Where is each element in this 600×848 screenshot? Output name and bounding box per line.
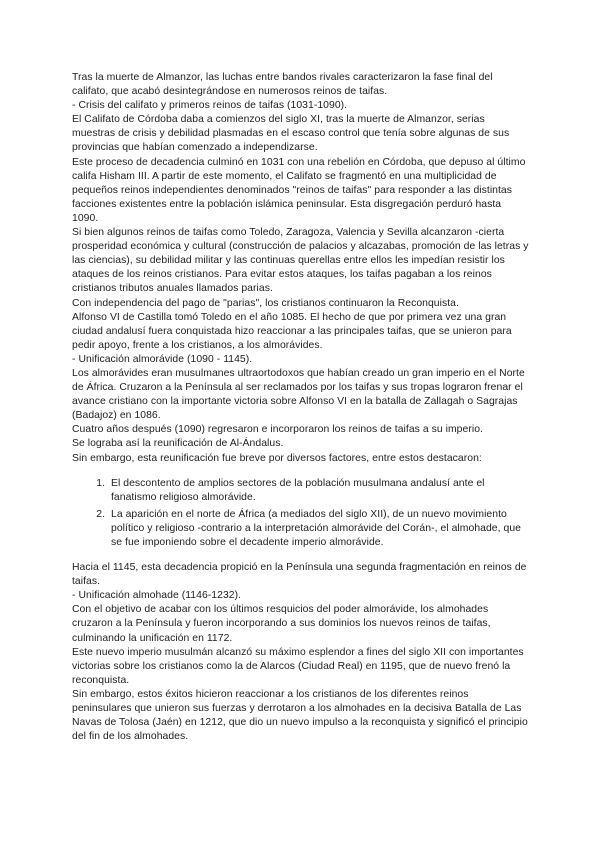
paragraph-taifas-prosperidad: Si bien algunos reinos de taifas como Toledo, Zaragoza, Valencia y Sevilla alcanzaron -cierta prosperidad económica y cultural (construcción de palacios y alcazabas, promoción de las letras y las ciencias), su debilidad militar y las continuas querellas entre ellos les impedían resistir los ataques de los reinos cristianos. Para evitar estos ataques, los taifas pagaban a los reinos cristianos tributos anuales llamados parias. [72, 227, 529, 295]
document-page [72, 71, 530, 744]
section-heading-crisis: - Crisis del califato y primeros reinos de taifas (1031-1090). [72, 100, 348, 112]
paragraph-alfonso-toledo: Alfonso VI de Castilla tomó Toledo en el año 1085. El hecho de que por primera vez una gran ciudad andalusí fuera conquistada hizo reaccionar a las principales taifas, que se unieron para pedir apoyo, frente a los cristianos, a los almorávides. [72, 311, 512, 351]
paragraph-decadencia: Este proceso de decadencia culminó en 1031 con una rebelión en Córdoba, que depuso al último califa Hisham III. A partir de este momento, el Califato se fragmentó en una multiplicidad de pequeños reinos independientes denominados "reinos de taifas" para responder a las distintas facciones existentes entre la población islámica peninsular. Esta disgregación perduró hasta 1090. [72, 156, 526, 224]
section-heading-almoravide: - Unificación almorávide (1090 - 1145). [72, 353, 253, 365]
paragraph-intro: Tras la muerte de Almanzor, las luchas entre bandos rivales caracterizaron la fase final del califato, que acabó desintegrándose en numerosos reinos de taifas. [72, 72, 493, 98]
paragraph-almoravides: Los almorávides eran musulmanes ultraortodoxos que habían creado un gran imperio en el Norte de África. Cruzaron a la Península al ser reclamados por los taifas y sus tropas lograron frenar el avance cristiano con la importante victoria sobre Alfonso VI en la batalla de Zallagah o Sagrajas (Badajoz) en 1086. [72, 367, 525, 422]
paragraph-reunificacion: Se lograba así la reunificación de Al-Ándalus. [72, 438, 284, 450]
list-item: 1. El descontento de amplios sectores de la población musulmana andalusí ante el fanatismo religioso almorávide. [108, 477, 530, 505]
paragraph-sin-embargo: Sin embargo, esta reunificación fue breve por diversos factores, entre estos destacaron: [72, 452, 482, 464]
paragraph-califato-crisis: El Califato de Córdoba daba a comienzos del siglo XI, tras la muerte de Almanzor, serias muestras de crisis y debilidad plasmadas en el escaso control que tenía sobre algunas de sus provincias que habían comenzado a independizarse. [72, 114, 510, 154]
section-heading-almohade: - Unificación almohade (1146-1232). [72, 590, 242, 602]
paragraph-esplendor: Este nuevo imperio musulmán alcanzó su máximo esplendor a fines del siglo XII con importantes victorias sobre los cristianos como la de Alarcos (Ciudad Real) en 1195, que de nuevo frenó la reconquista. [72, 646, 524, 686]
paragraph-segunda-fragmentacion: Hacia el 1145, esta decadencia propició en la Península una segunda fragmentación en reinos de taifas. [72, 562, 527, 588]
list-item: 2. La aparición en el norte de África (a mediados del siglo XII), de un nuevo movimiento político y religioso -contrario a la interpretación almorávide del Corán-, el almohade, que se fue imponiendo sobre el decadente imperio almorávide. [108, 508, 530, 550]
factors-list [72, 477, 530, 550]
paragraph-navas-tolosa: Sin embargo, estos éxitos hicieron reaccionar a los cristianos de los diferentes reinos peninsulares que unieron sus fuerzas y derrotaron a los almohades en la decisiva Batalla de Las Navas de Tolosa (Jaén) en 1212, que dio un nuevo impulso a la reconquista y significó el principio del fin de los almohades. [72, 688, 528, 743]
paragraph-cuatro-anos: Cuatro años después (1090) regresaron e incorporaron los reinos de taifas a su imperio. [72, 424, 483, 436]
paragraph-almohades-cruzaron: Con el objetivo de acabar con los últimos resquicios del poder almorávide, los almohades cruzaron a la Península y fueron incorporando a sus dominios los nuevos reinos de taifas, culminando la unificación en 1172. [72, 604, 491, 644]
paragraph-parias: Con independencia del pago de "parias", los cristianos continuaron la Reconquista. [72, 297, 459, 309]
